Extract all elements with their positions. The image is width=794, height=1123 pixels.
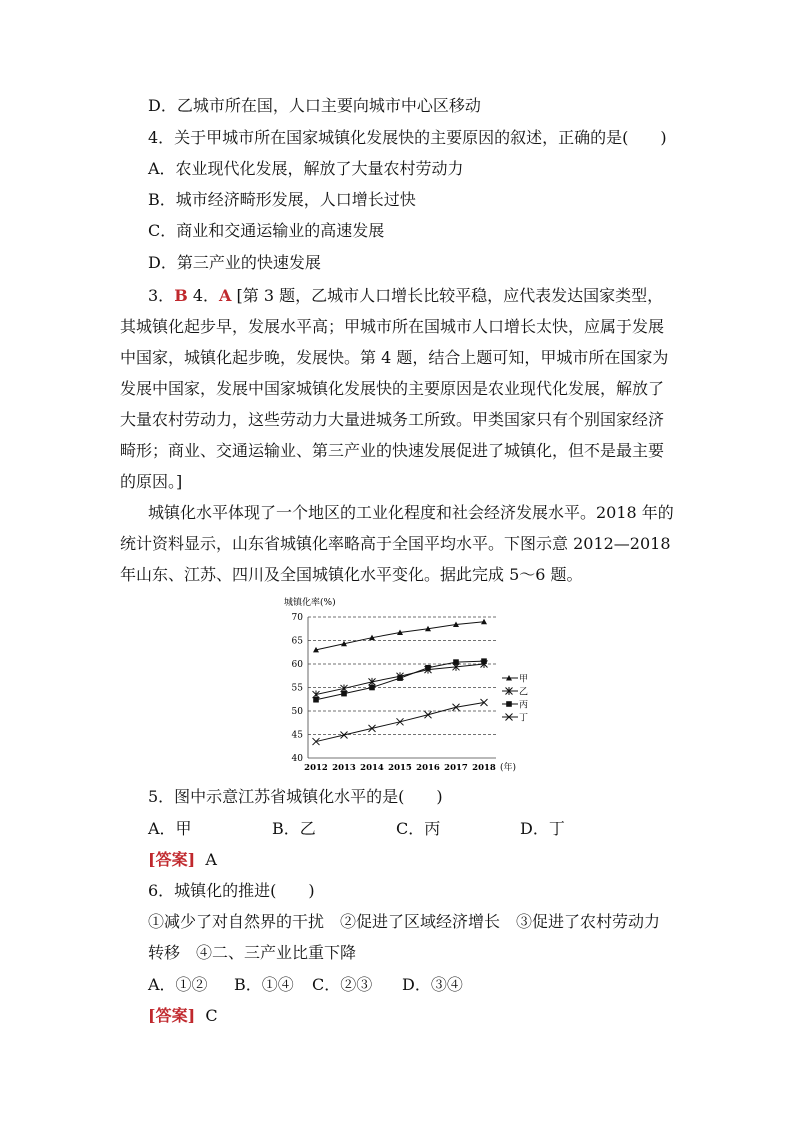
q6-stem: 6．城镇化的推进( )	[148, 881, 315, 900]
q5-answer: A	[205, 850, 217, 869]
data-point-square	[397, 675, 403, 681]
data-point-square	[341, 691, 347, 697]
intro-text: 城镇化水平体现了一个地区的工业化程度和社会经济发展水平。2018 年的统计资料显示，山东省城镇化率略高于全国平均水平。下图示意 2012—2018 年山东、江苏、四川及全国城镇化水平变化。据此完成 5～6 题。	[120, 503, 674, 584]
x-tick-label: 2012	[304, 763, 328, 773]
data-point-cross	[397, 718, 404, 725]
intro-paragraph	[120, 497, 678, 590]
q5-answer-line	[148, 850, 217, 870]
q4-answer: A	[219, 286, 232, 305]
q5-stem: 5．图中示意江苏省城镇化水平的是( )	[148, 787, 443, 806]
q6-option-b: B．①④	[234, 975, 294, 994]
q6-option-c: C．②③	[312, 975, 373, 994]
y-tick-label: 55	[291, 683, 303, 694]
data-point-cross	[341, 731, 348, 738]
q6-options	[148, 975, 463, 995]
data-point-square	[369, 685, 375, 691]
q6-answer-label: [答案]	[148, 1006, 196, 1025]
x-tick-label: 2016	[416, 763, 440, 773]
q3-option-d: D．乙城市所在国，人口主要向城市中心区移动	[148, 96, 481, 115]
q4-option-a: A．农业现代化发展，解放了大量农村劳动力	[148, 159, 464, 178]
explanation-paragraph	[120, 280, 678, 497]
data-point-square	[481, 658, 487, 664]
data-point-cross	[369, 725, 376, 732]
x-tick-label: 2014	[360, 763, 384, 773]
legend-label: 乙	[519, 687, 529, 698]
q4-option-b: B．城市经济畸形发展，人口增长过快	[148, 190, 416, 209]
chart-ylabel: 城镇化率(%)	[284, 598, 336, 608]
data-point-square	[453, 659, 459, 665]
y-tick-label: 45	[291, 730, 303, 741]
y-tick-label: 60	[291, 660, 303, 670]
series-line-甲	[316, 622, 484, 650]
q3-number: 3．	[148, 286, 175, 305]
explanation-text: [第 3 题，乙城市人口增长比较平稳，应代表发达国家类型，其城镇化起步早，发展水平高；甲城市所在国城市人口增长太快，应属于发展中国家，城镇化起步晚，发展快。第 4 题，结合上题可知，甲城市所在国家为发展中国家，发展中国家城镇化发展快的主要原因是农业现代化发展，解放了大量农村劳动力，这些劳动力大量进城务工所致。甲类国家只有个别国家经济畸形；商业、交通运输业、第三产业的快速发展促进了城镇化，但不是最主要的原因。]	[120, 286, 669, 491]
chart-xlabel: (年)	[500, 763, 517, 773]
q6-items-line1: ①减少了对自然界的干扰 ②促进了区域经济增长 ③促进了农村劳动力	[148, 912, 661, 931]
q6-option-d: D．③④	[402, 975, 463, 994]
data-point-square	[313, 697, 319, 703]
q5-option-c: C．丙	[396, 819, 441, 838]
legend-label: 丙	[519, 700, 529, 711]
q4-number: 4．	[192, 286, 219, 305]
y-tick-label: 70	[291, 613, 303, 623]
q6-option-a: A．①②	[148, 975, 208, 994]
q5-option-b: B．乙	[272, 819, 316, 838]
x-tick-label: 2018	[472, 763, 496, 773]
q6-items-line2: 转移 ④二、三产业比重下降	[148, 943, 357, 962]
y-tick-label: 40	[291, 754, 303, 764]
x-tick-label: 2015	[388, 763, 412, 773]
q4-option-c: C．商业和交通运输业的高速发展	[148, 221, 385, 240]
q6-answer: C	[205, 1006, 218, 1025]
data-point-square	[506, 701, 512, 707]
q5-options	[148, 819, 565, 839]
urbanization-line-chart	[268, 592, 530, 778]
x-tick-label: 2017	[444, 763, 468, 773]
q5-option-a: A．甲	[148, 819, 192, 838]
legend-label: 丁	[519, 713, 529, 724]
q5-answer-label: [答案]	[148, 850, 196, 869]
data-point-square	[425, 665, 431, 671]
q3-answer: B	[174, 286, 188, 305]
q5-option-d: D．丁	[520, 819, 565, 838]
q6-answer-line	[148, 1006, 218, 1026]
q4-stem: 4．关于甲城市所在国家城镇化发展快的主要原因的叙述，正确的是( )	[148, 128, 667, 147]
data-point-cross	[313, 738, 320, 745]
q4-option-d: D．第三产业的快速发展	[148, 253, 321, 272]
data-point-cross	[425, 711, 432, 718]
y-tick-label: 65	[291, 636, 303, 647]
legend-label: 甲	[519, 674, 529, 685]
x-tick-label: 2013	[332, 763, 356, 773]
y-tick-label: 50	[291, 707, 303, 717]
